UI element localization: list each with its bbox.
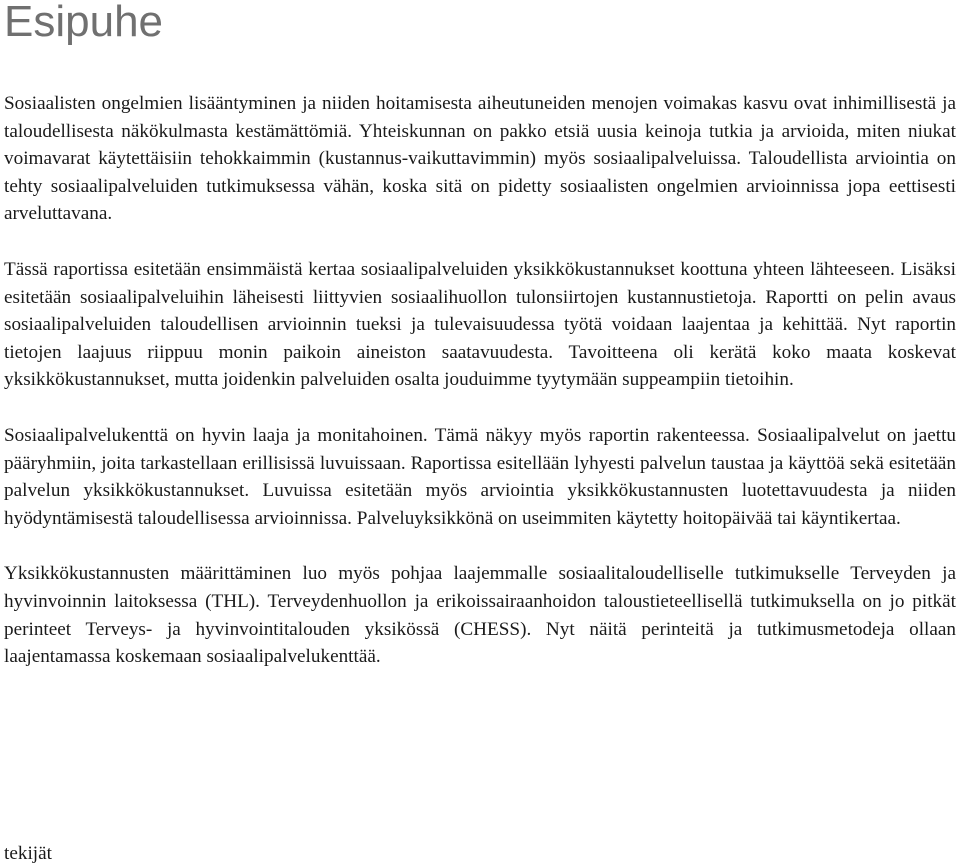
paragraph: Sosiaalisten ongelmien lisääntyminen ja niiden hoitamisesta aiheutuneiden menojen voimakas kasvu ovat inhimillisestä ja taloudellisesta näkökulmasta kestämättömiä. Yhteiskunnan on pakko etsiä uusia keinoja tutkia ja arvioida, miten niukat voimavarat käytettäisiin tehokkaimmin (kustannus-vaikuttavimmin) myös sosiaalipalveluissa. Taloudellista arviointia on tehty sosiaalipalveluiden tutkimuksessa vähän, koska sitä on pidetty sosiaalisten ongelmien arvioinnissa jopa eettisesti arveluttavana. <box>4 93 956 225</box>
authors-label: tekijät <box>4 843 52 864</box>
paragraph: Tässä raportissa esitetään ensimmäistä kertaa sosiaalipalveluiden yksikkökustannukset koottuna yhteen lähteeseen. Lisäksi esitetään sosiaalipalveluihin läheisesti liittyvien sosiaalihuollon tulonsiirtojen kustannustietoja. Raportti on pelin avaus sosiaalipalveluiden taloudellisen arvioinnin tueksi ja tulevaisuudessa työtä voidaan laajentaa ja kehittää. Nyt raportin tietojen laajuus riippuu monin paikoin aineiston saatavuudesta. Tavoitteena oli kerätä koko maata koskevat yksikkökustannukset, mutta joidenkin palveluiden osalta jouduimme tyytymään suppeampiin tietoihin. <box>4 258 956 391</box>
preface-body <box>4 90 956 671</box>
page-title: Esipuhe <box>4 0 164 46</box>
paragraph: Sosiaalipalvelukenttä on hyvin laaja ja monitahoinen. Tämä näkyy myös raportin rakenteessa. Sosiaalipalvelut on jaettu pääryhmiin, joita tarkastellaan erillisissä luvuissaan. Raportissa esitellään lyhyesti palvelun taustaa ja käyttöä sekä esitetään palvelun yksikkökustannukset. Luvuissa esitetään myös arviointia yksikkökustannusten luotettavuudesta ja niiden hyödyntämisestä taloudellisessa arvioinnissa. Palveluyksikkönä on useimmiten käytetty hoitopäivää tai käyntikertaa. <box>4 424 956 529</box>
paragraph: Yksikkökustannusten määrittäminen luo myös pohjaa laajemmalle sosiaalitaloudelliselle tutkimukselle Terveyden ja hyvinvoinnin laitoksessa (THL). Terveydenhuollon ja erikoissairaanhoidon taloustieteellisellä tutkimuksella on jo pitkät perinteet Terveys- ja hyvinvointitalouden yksikössä (CHESS). Nyt näitä perinteitä ja tutkimusmetodeja ollaan laajentamassa koskemaan sosiaalipalvelukenttää. <box>4 563 956 668</box>
